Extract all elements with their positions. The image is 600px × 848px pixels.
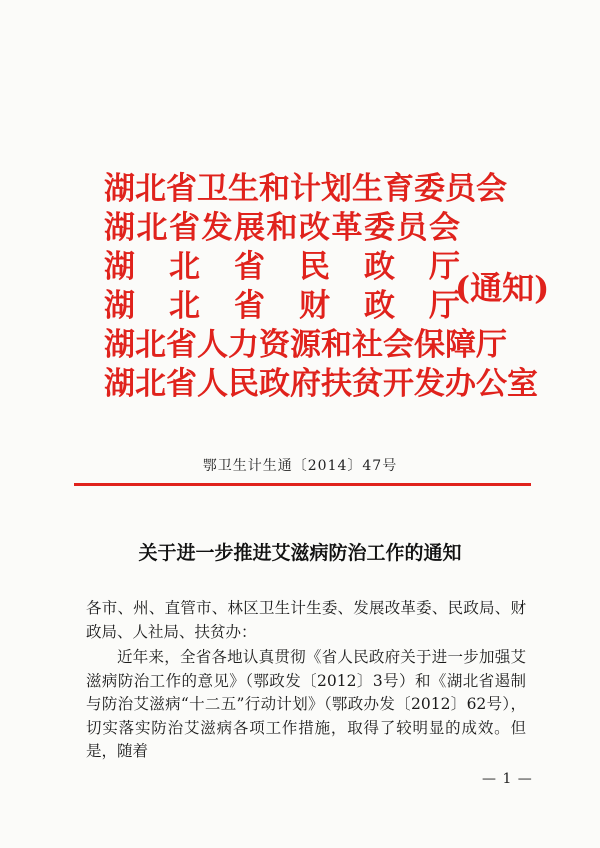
issuer-2: 湖北省发展和改革委员会 xyxy=(104,210,460,246)
document-body xyxy=(86,597,526,764)
document-title: 关于进一步推进艾滋病防治工作的通知 xyxy=(138,542,462,564)
document-number: 鄂卫生计生通〔2014〕47号 xyxy=(202,458,398,474)
document-type-label: (通知) xyxy=(455,269,550,307)
red-separator-line xyxy=(74,483,531,486)
issuer-1: 湖北省卫生和计划生育委员会 xyxy=(104,171,507,207)
body-paragraph: 近年来，全省各地认真贯彻《省人民政府关于进一步加强艾滋病防治工作的意见》（鄂政发〔2012〕3号）和《湖北省遏制与防治艾滋病“十二五”行动计划》（鄂政办发〔2012〕62号），切实落实防治艾滋病各项工作措施，取得了较明显的成效。但是，随着 xyxy=(86,648,526,760)
issuer-6: 湖北省人民政府扶贫开发办公室 xyxy=(104,366,538,402)
issuer-5: 湖北省人力资源和社会保障厅 xyxy=(104,327,507,363)
issuer-3: 湖北省民政厅 xyxy=(104,249,460,285)
page-number: — 1 — xyxy=(482,771,533,787)
issuer-4: 湖北省财政厅 xyxy=(104,288,460,324)
salutation: 各市、州、直管市、林区卫生计生委、发展改革委、民政局、财政局、人社局、扶贫办： xyxy=(86,599,526,641)
